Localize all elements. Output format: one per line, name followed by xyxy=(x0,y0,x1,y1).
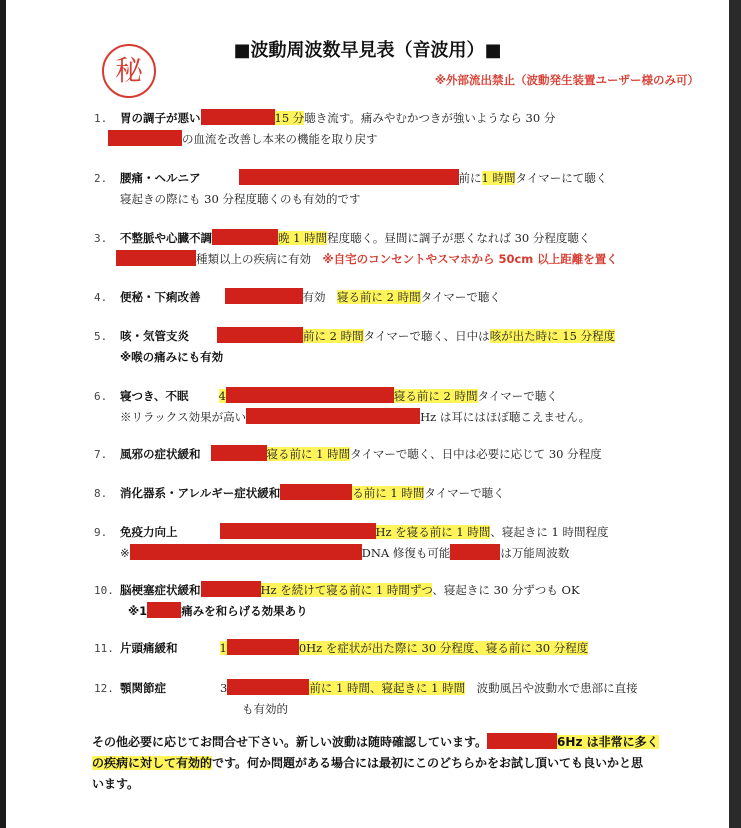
list-item: 12. 顎関節症 3 前に 1 時間、寝起きに 1 時間 波動風呂や波動水で患部に直接 も有効的 xyxy=(94,681,638,716)
list-item: 10. 脳梗塞症状緩和 Hz を続けて寝る前に 1 時間ずつ、寝起きに 30 分ずつも OK ※1 痛みを和らげる効果あり xyxy=(94,583,580,618)
list-item: 1. 胃の調子が悪い 15 分聴き流す。痛みやむかつきが強いようなら 30 分 の血流を改善し本来の機能を取り戻す xyxy=(94,111,556,146)
confidential-seal: 秘 xyxy=(102,44,156,98)
redaction xyxy=(226,387,394,403)
item-name: 胃の調子が悪い xyxy=(120,111,201,125)
document-page xyxy=(6,0,729,828)
redaction xyxy=(212,229,278,245)
redaction xyxy=(201,109,275,125)
list-item: 11. 片頭痛緩和 1 0Hz を症状が出た際に 30 分程度、寝る前に 30 分程度 xyxy=(94,641,589,655)
redaction xyxy=(225,288,303,304)
redaction xyxy=(450,544,500,560)
right-page-edge xyxy=(729,0,741,828)
redaction xyxy=(220,523,376,539)
redaction xyxy=(201,581,261,597)
redaction xyxy=(246,408,420,424)
redaction xyxy=(227,639,299,655)
redaction xyxy=(147,602,181,618)
redaction xyxy=(211,445,267,461)
list-item: 3. 不整脈や心臓不調 晩 1 時間程度聴く。昼間に調子が悪くなれば 30 分程度聴く 種類以上の疾病に有効 ※自宅のコンセントやスマホから 50cm 以上距離を置く xyxy=(94,231,618,266)
distribution-notice: ※外部流出禁止（波動発生装置ユーザー様のみ可） xyxy=(434,73,699,87)
list-item: 9. 免疫力向上 Hz を寝る前に 1 時間、寝起きに 1 時間程度 ※ DNA 修復も可能 は万能周波数 xyxy=(94,525,609,560)
redaction xyxy=(239,169,459,185)
redaction xyxy=(116,250,196,266)
list-item: 5. 咳・気管支炎 前に 2 時間タイマーで聴く、日中は咳が出た時に 15 分程度 ※喉の痛みにも有効 xyxy=(94,329,616,364)
redaction xyxy=(487,733,557,749)
footer-note: その他必要に応じてお問合せ下さい。新しい波動は随時確認しています。 6Hz は非常に多く の疾病に対して有効的です。何か問題がある場合には最初にこのどちらかをお試し頂いても良いかと思 います。 xyxy=(92,735,659,791)
list-item: 4. 便秘・下痢改善 有効 寝る前に 2 時間タイマーで聴く xyxy=(94,290,501,304)
list-item: 8. 消化器系・アレルギー症状緩和 る前に 1 時間タイマーで聴く xyxy=(94,486,505,500)
redaction xyxy=(130,544,362,560)
list-item: 2. 腰痛・ヘルニア 前に1 時間タイマーにて聴く 寝起きの際にも 30 分程度聴くのも有効的です xyxy=(94,171,608,206)
redaction xyxy=(227,679,309,695)
redaction xyxy=(280,484,352,500)
redaction xyxy=(217,327,303,343)
redaction xyxy=(108,130,182,146)
document-title: ■波動周波数早見表（音波用）■ xyxy=(233,40,502,61)
list-item: 7. 風邪の症状緩和 寝る前に 1 時間タイマーで聴く、日中は必要に応じて 30 分程度 xyxy=(94,447,602,461)
list-item: 6. 寝つき、不眠 4 寝る前に 2 時間タイマーで聴く ※リラックス効果が高い Hz は耳にはほぼ聴こえません。 xyxy=(94,389,591,424)
